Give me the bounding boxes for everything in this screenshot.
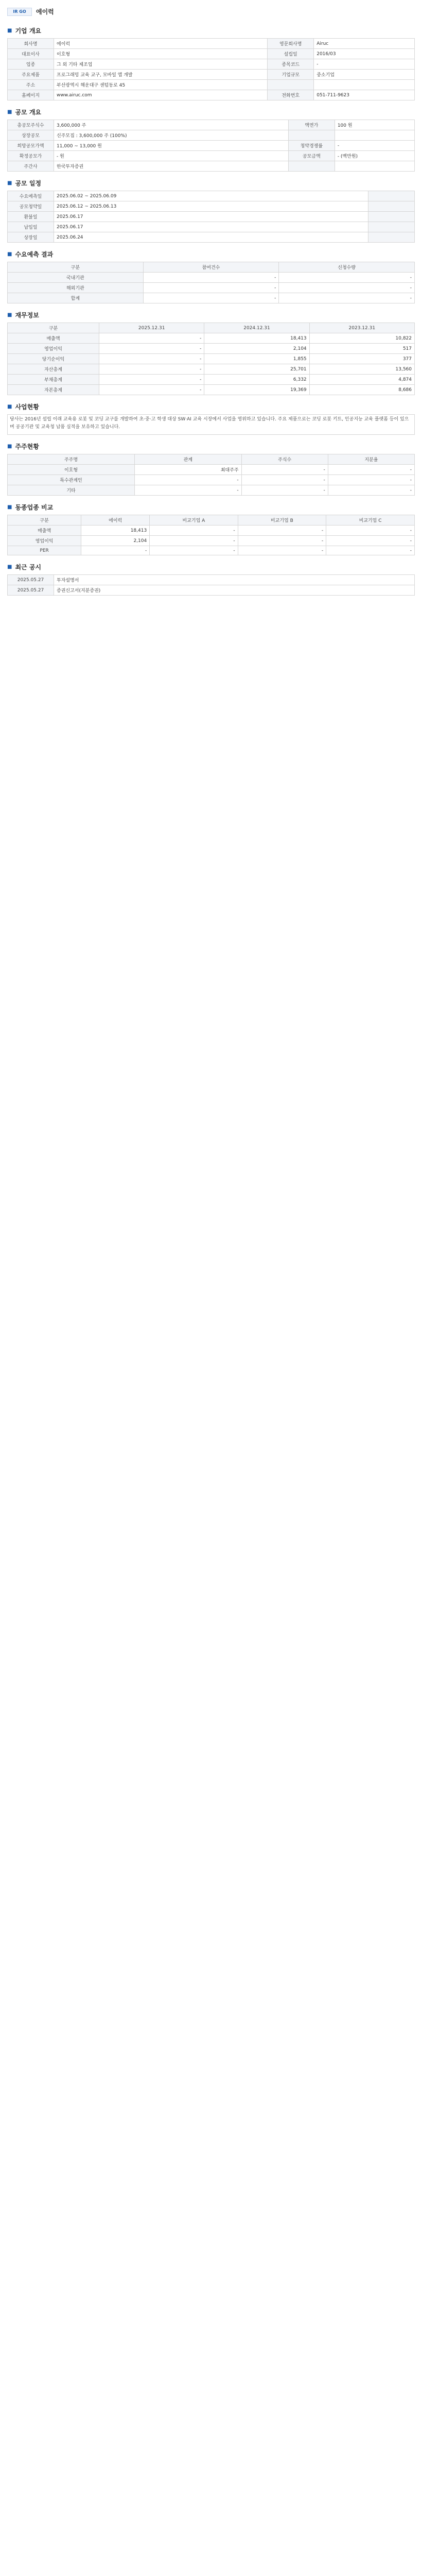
bullet-icon: ■ — [7, 109, 12, 115]
overview-value: www.airuc.com — [54, 90, 268, 100]
schedule-value: 2025.06.17 — [54, 212, 368, 222]
shareholders-title: ■ 주주현황 — [7, 443, 39, 450]
demand-row — [8, 283, 415, 293]
offering-value — [335, 130, 414, 141]
shareholders-cell: 기타 — [8, 485, 135, 496]
business-text: 당사는 2016년 설립 이래 교육용 로봇 및 코딩 교구를 개발하여 초·중·고 학생 대상 SW·AI 교육 시장에서 사업을 영위하고 있습니다. 주요 제품으로는 코딩 로봇 키트, 인공지능 교육 플랫폼 등이 있으며 공공기관 및 교육청 납품 실적을 보유하고 있습니다. — [7, 414, 415, 435]
finance-cell: - — [99, 375, 204, 385]
schedule-label — [368, 191, 415, 201]
bullet-icon: ■ — [7, 404, 12, 410]
offering-value: 100 원 — [335, 120, 414, 130]
overview-table — [7, 38, 415, 100]
finance-row — [8, 364, 415, 375]
demand-table — [7, 262, 415, 303]
finance-cell: - — [99, 354, 204, 364]
overview-label: 기업규모 — [268, 70, 314, 80]
shareholders-table — [7, 454, 415, 496]
offering-value: 11,000 ~ 13,000 원 — [54, 141, 289, 151]
finance-cell: 매출액 — [8, 333, 99, 344]
finance-cell: 13,560 — [309, 364, 414, 375]
finance-title: ■ 재무정보 — [7, 312, 39, 319]
demand-col-header: 신청수량 — [279, 262, 415, 273]
peers-cell: - — [81, 546, 150, 555]
peers-cell: 2,104 — [81, 536, 150, 546]
finance-cell: 당기순이익 — [8, 354, 99, 364]
finance-cell: 8,686 — [309, 385, 414, 395]
offering-label — [288, 161, 335, 172]
overview-row — [8, 49, 415, 59]
demand-cell: - — [143, 293, 279, 303]
demand-cell: 해외기관 — [8, 283, 144, 293]
demand-col-header: 구분 — [8, 262, 144, 273]
shareholders-cell: 특수관계인 — [8, 475, 135, 485]
offering-label: 액면가 — [288, 120, 335, 130]
shareholders-row — [8, 475, 415, 485]
finance-cell: 1,855 — [204, 354, 309, 364]
shareholders-cell: - — [135, 475, 242, 485]
schedule-label — [368, 222, 415, 232]
schedule-value: 2025.06.24 — [54, 232, 368, 243]
finance-row — [8, 354, 415, 364]
overview-value: - — [314, 59, 415, 70]
bullet-icon: ■ — [7, 251, 12, 257]
overview-title: ■ 기업 개요 — [7, 27, 41, 35]
schedule-row — [8, 212, 415, 222]
offering-label: 총공모주식수 — [8, 120, 54, 130]
finance-cell: 4,874 — [309, 375, 414, 385]
peers-cell: - — [326, 526, 415, 536]
peers-cell: 18,413 — [81, 526, 150, 536]
overview-value: 051-711-9623 — [314, 90, 415, 100]
peers-cell: - — [238, 536, 326, 546]
schedule-value: 2025.06.02 ~ 2025.06.09 — [54, 191, 368, 201]
offering-row — [8, 141, 415, 151]
peers-col-header: 구분 — [8, 515, 81, 526]
business-title: ■ 사업현황 — [7, 403, 39, 411]
shareholders-cell: - — [135, 485, 242, 496]
peers-cell: 매출액 — [8, 526, 81, 536]
overview-value: 이호형 — [54, 49, 268, 59]
peers-cell: - — [150, 526, 238, 536]
finance-cell: 6,332 — [204, 375, 309, 385]
overview-value: 에이럭 — [54, 39, 268, 49]
finance-cell: 25,701 — [204, 364, 309, 375]
overview-row — [8, 39, 415, 49]
demand-cell: - — [279, 273, 415, 283]
finance-cell: 18,413 — [204, 333, 309, 344]
schedule-row — [8, 222, 415, 232]
overview-label: 주소 — [8, 80, 54, 90]
shareholders-col-header: 관계 — [135, 454, 242, 465]
overview-row — [8, 90, 415, 100]
finance-col-header: 2025.12.31 — [99, 323, 204, 333]
demand-cell: 국내기관 — [8, 273, 144, 283]
demand-cell: - — [279, 293, 415, 303]
finance-table — [7, 323, 415, 395]
offering-value: 3,600,000 주 — [54, 120, 289, 130]
finance-cell: 517 — [309, 344, 414, 354]
finance-cell: - — [99, 333, 204, 344]
bullet-icon: ■ — [7, 444, 12, 449]
overview-value: 중소기업 — [314, 70, 415, 80]
offering-row — [8, 120, 415, 130]
offering-row — [8, 151, 415, 161]
peers-header-row — [8, 515, 415, 526]
schedule-row — [8, 232, 415, 243]
schedule-label — [368, 232, 415, 243]
shareholders-cell: - — [328, 475, 414, 485]
finance-cell: 자산총계 — [8, 364, 99, 375]
schedule-label: 환불일 — [8, 212, 54, 222]
overview-value: 2016/03 — [314, 49, 415, 59]
finance-cell: 영업이익 — [8, 344, 99, 354]
shareholders-cell: 최대주주 — [135, 465, 242, 475]
brand-logo: IR GO — [7, 8, 32, 16]
overview-label: 회사명 — [8, 39, 54, 49]
peers-col-header: 비교기업 A — [150, 515, 238, 526]
schedule-table — [7, 191, 415, 243]
schedule-label: 수요예측일 — [8, 191, 54, 201]
peers-cell: - — [238, 526, 326, 536]
peers-row — [8, 526, 415, 536]
offering-value: - 원 — [54, 151, 289, 161]
schedule-value: 2025.06.12 ~ 2025.06.13 — [54, 201, 368, 212]
finance-cell: 자본총계 — [8, 385, 99, 395]
peers-cell: - — [238, 546, 326, 555]
peers-cell: PER — [8, 546, 81, 555]
overview-value: 부산광역시 해운대구 센텀동로 45 — [54, 80, 268, 90]
schedule-label — [368, 201, 415, 212]
finance-col-header: 2024.12.31 — [204, 323, 309, 333]
finance-cell: 10,822 — [309, 333, 414, 344]
finance-row — [8, 375, 415, 385]
bullet-icon: ■ — [7, 504, 12, 510]
peers-cell: 영업이익 — [8, 536, 81, 546]
overview-value: Airuc — [314, 39, 415, 49]
overview-row — [8, 70, 415, 80]
schedule-label: 공모청약일 — [8, 201, 54, 212]
company-name: 에이럭 — [36, 8, 54, 15]
overview-label: 업종 — [8, 59, 54, 70]
overview-label: 주요제품 — [8, 70, 54, 80]
finance-cell: 2,104 — [204, 344, 309, 354]
shareholders-cell: - — [241, 465, 328, 475]
demand-header-row — [8, 262, 415, 273]
offering-value: 신주모집 : 3,600,000 주 (100%) — [54, 130, 289, 141]
overview-row — [8, 59, 415, 70]
overview-label: 홈페이지 — [8, 90, 54, 100]
offering-label: 확정공모가 — [8, 151, 54, 161]
shareholders-cell: - — [328, 465, 414, 475]
bullet-icon: ■ — [7, 28, 12, 33]
peers-cell: - — [326, 546, 415, 555]
demand-cell: - — [279, 283, 415, 293]
offering-value: - (백만원) — [335, 151, 414, 161]
finance-cell: 부채총계 — [8, 375, 99, 385]
title-bar — [7, 0, 415, 19]
disclosure-row — [8, 575, 415, 585]
peers-col-header: 에이럭 — [81, 515, 150, 526]
peers-cell: - — [150, 546, 238, 555]
finance-row — [8, 344, 415, 354]
shareholders-col-header: 주주명 — [8, 454, 135, 465]
footer-title: ■ 최근 공시 — [7, 564, 41, 571]
peers-title: ■ 동종업종 비교 — [7, 504, 54, 511]
offering-row — [8, 130, 415, 141]
overview-label: 전화번호 — [268, 90, 314, 100]
shareholders-col-header: 지분율 — [328, 454, 414, 465]
finance-row — [8, 385, 415, 395]
offering-label: 희망공모가액 — [8, 141, 54, 151]
overview-label: 대표이사 — [8, 49, 54, 59]
peers-table — [7, 515, 415, 555]
bullet-icon: ■ — [7, 180, 12, 186]
shareholders-row — [8, 485, 415, 496]
shareholders-header-row — [8, 454, 415, 465]
demand-col-header: 참여건수 — [143, 262, 279, 273]
overview-label — [268, 80, 314, 90]
demand-title: ■ 수요예측 결과 — [7, 251, 54, 258]
schedule-row — [8, 201, 415, 212]
schedule-value: 2025.06.17 — [54, 222, 368, 232]
shareholders-cell: - — [241, 485, 328, 496]
finance-cell: - — [99, 385, 204, 395]
peers-cell: - — [326, 536, 415, 546]
offering-label: 공모금액 — [288, 151, 335, 161]
footer-table — [7, 574, 415, 596]
shareholders-row — [8, 465, 415, 475]
overview-label: 영문회사명 — [268, 39, 314, 49]
finance-cell: 377 — [309, 354, 414, 364]
demand-cell: 합계 — [8, 293, 144, 303]
finance-cell: - — [99, 344, 204, 354]
peers-col-header: 비교기업 B — [238, 515, 326, 526]
finance-cell: 19,369 — [204, 385, 309, 395]
offering-label — [288, 130, 335, 141]
offering-title: ■ 공모 개요 — [7, 109, 41, 116]
schedule-row — [8, 191, 415, 201]
disclosure-label: 2025.05.27 — [8, 575, 54, 585]
finance-col-header: 구분 — [8, 323, 99, 333]
bullet-icon: ■ — [7, 312, 12, 318]
shareholders-col-header: 주식수 — [241, 454, 328, 465]
demand-row — [8, 293, 415, 303]
demand-row — [8, 273, 415, 283]
finance-header-row — [8, 323, 415, 333]
offering-label: 청약경쟁률 — [288, 141, 335, 151]
disclosure-value: 증권신고서(지분증권) — [54, 585, 415, 596]
peers-row — [8, 546, 415, 555]
offering-label: 상장공모 — [8, 130, 54, 141]
schedule-label: 납입일 — [8, 222, 54, 232]
offering-value — [335, 161, 414, 172]
schedule-label — [368, 212, 415, 222]
schedule-title: ■ 공모 일정 — [7, 180, 41, 187]
peers-col-header: 비교기업 C — [326, 515, 415, 526]
peers-cell: - — [150, 536, 238, 546]
offering-value: - — [335, 141, 414, 151]
offering-value: 한국투자증권 — [54, 161, 289, 172]
demand-cell: - — [143, 283, 279, 293]
schedule-label: 상장일 — [8, 232, 54, 243]
finance-cell: - — [99, 364, 204, 375]
overview-value: 그 외 기타 제조업 — [54, 59, 268, 70]
peers-row — [8, 536, 415, 546]
overview-label: 설립일 — [268, 49, 314, 59]
disclosure-value: 투자설명서 — [54, 575, 415, 585]
finance-col-header: 2023.12.31 — [309, 323, 414, 333]
disclosure-row — [8, 585, 415, 596]
overview-label: 종목코드 — [268, 59, 314, 70]
bullet-icon: ■ — [7, 564, 12, 570]
overview-value — [314, 80, 415, 90]
offering-row — [8, 161, 415, 172]
offering-table — [7, 120, 415, 172]
disclosure-label: 2025.05.27 — [8, 585, 54, 596]
offering-label: 주간사 — [8, 161, 54, 172]
demand-cell: - — [143, 273, 279, 283]
shareholders-cell: - — [241, 475, 328, 485]
shareholders-cell: - — [328, 485, 414, 496]
overview-value: 프로그래밍 교육 교구, 모바일 앱 개발 — [54, 70, 268, 80]
overview-row — [8, 80, 415, 90]
shareholders-cell: 이호형 — [8, 465, 135, 475]
finance-row — [8, 333, 415, 344]
